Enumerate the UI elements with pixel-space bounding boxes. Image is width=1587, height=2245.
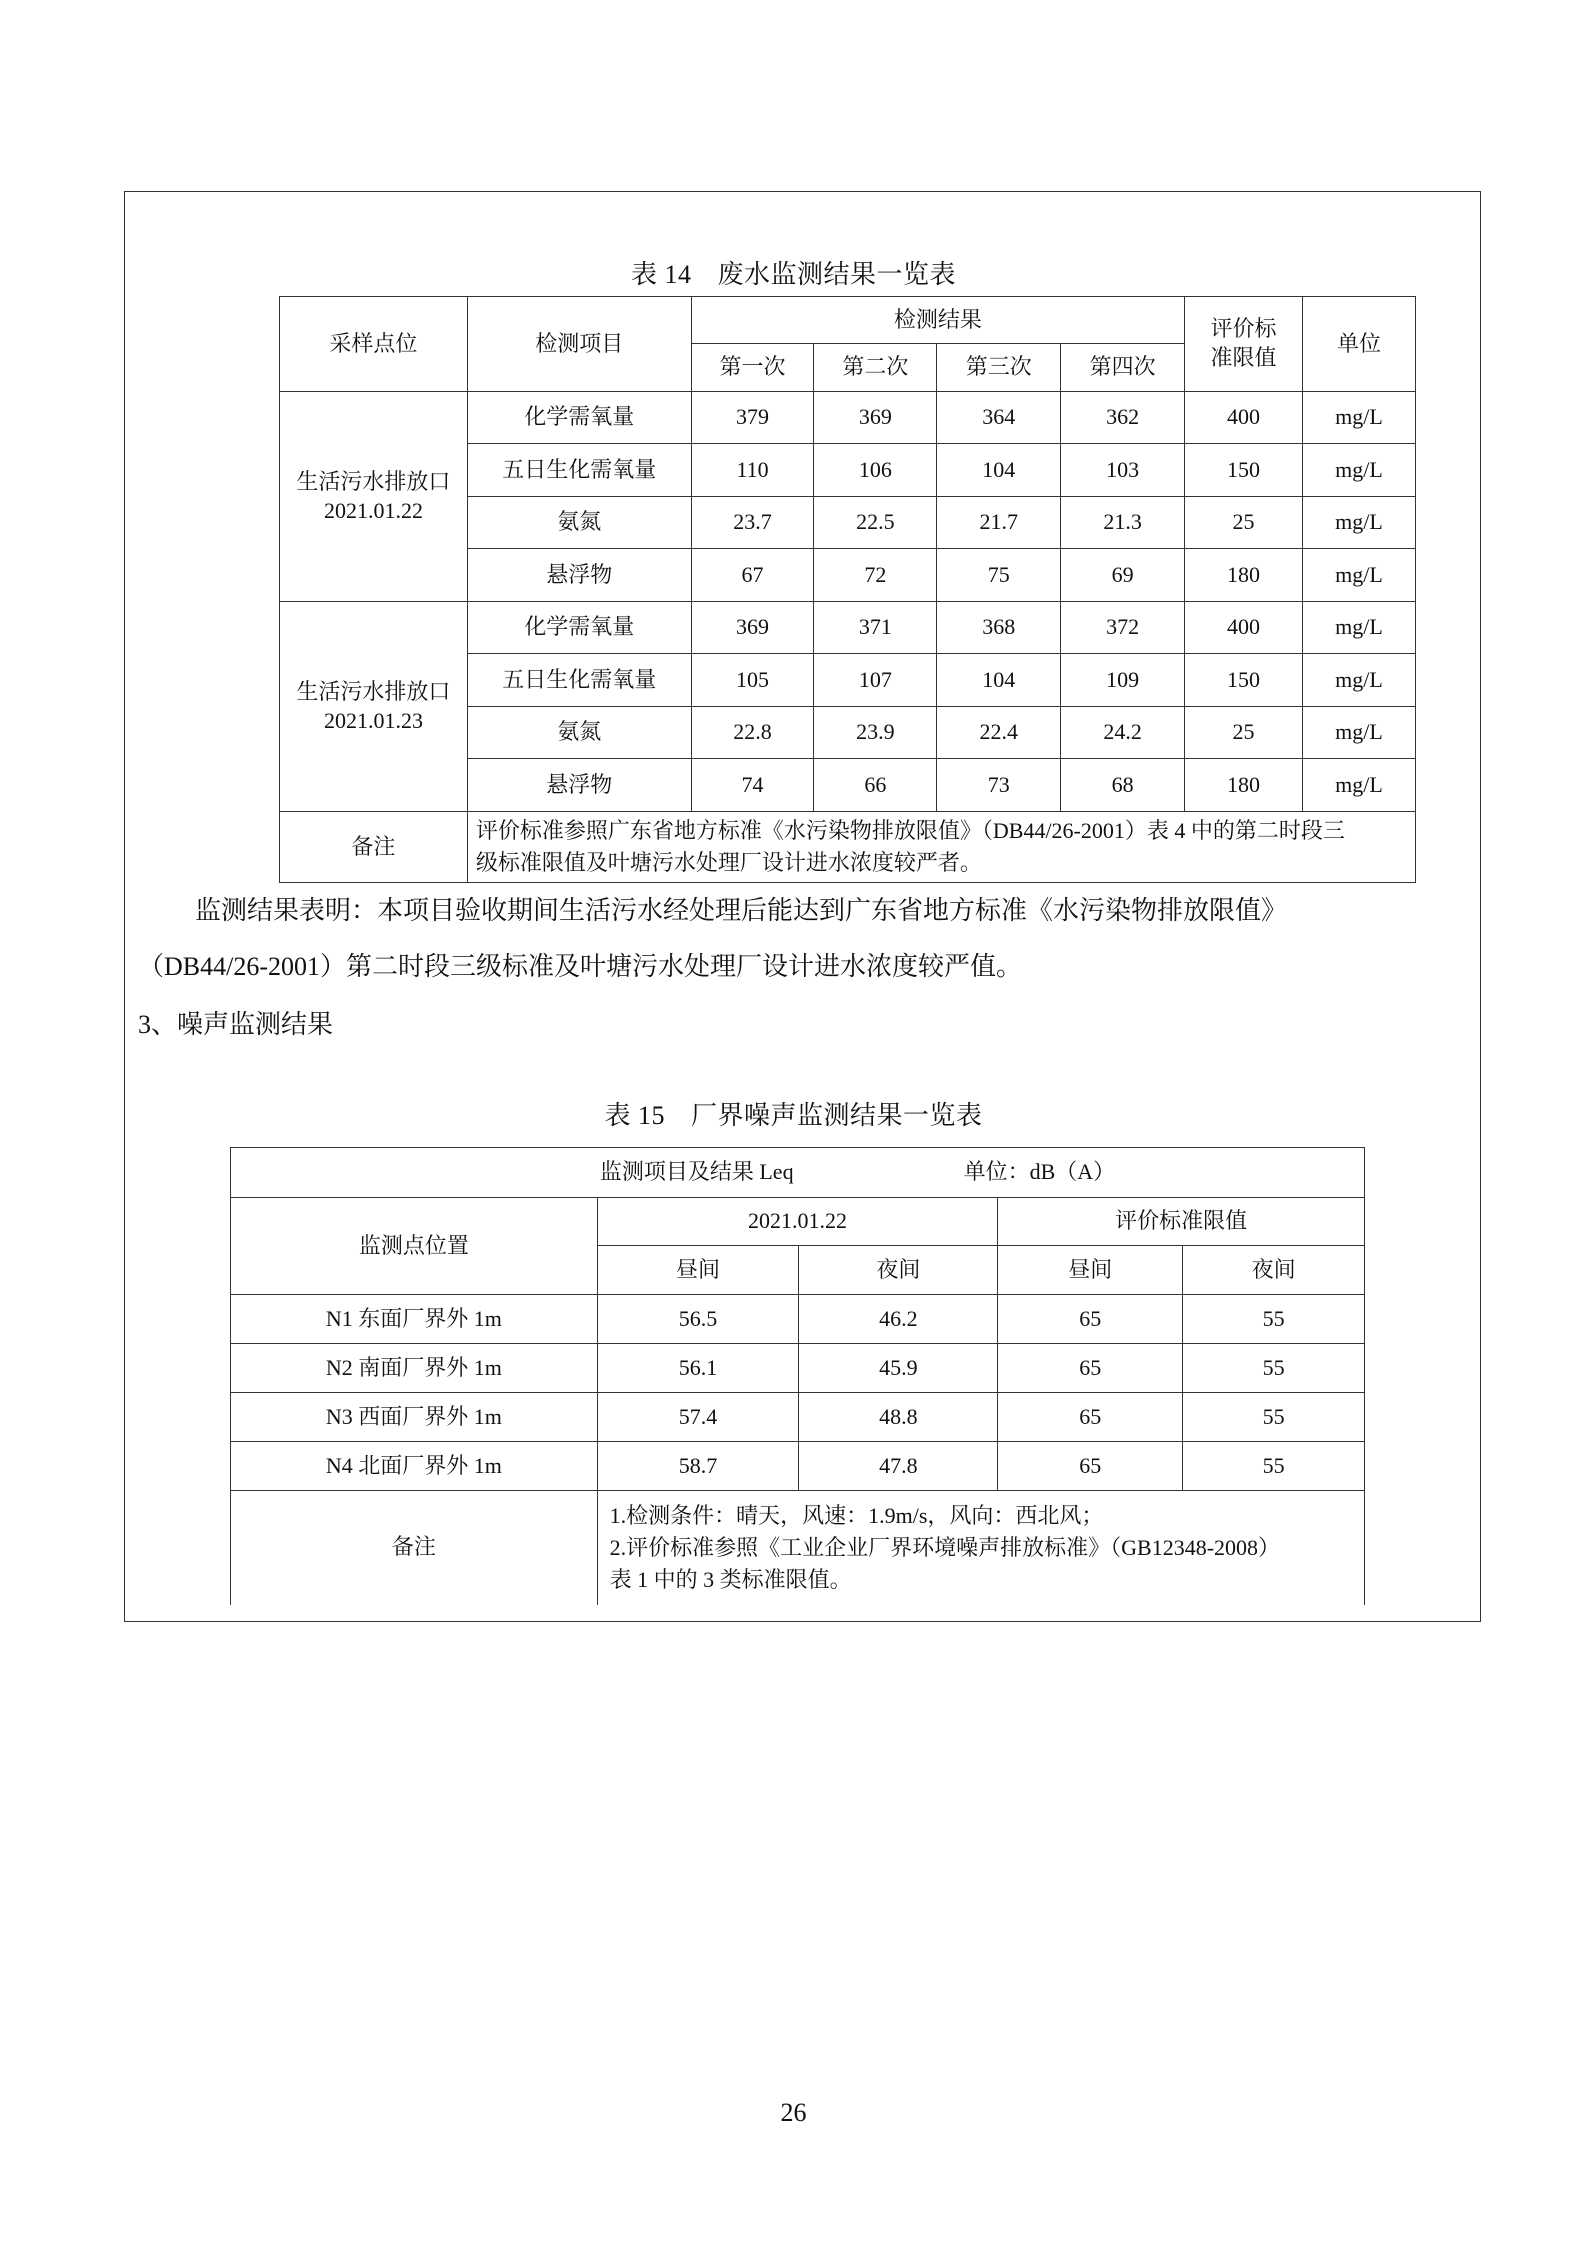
header-first: 第一次 (691, 344, 814, 392)
header-night: 夜间 (799, 1246, 998, 1295)
night-value: 45.9 (799, 1344, 998, 1393)
value-cell: 107 (814, 654, 937, 707)
std-day-value: 65 (998, 1442, 1183, 1491)
item-cell: 化学需氧量 (467, 392, 691, 444)
item-cell: 化学需氧量 (467, 602, 691, 654)
item-cell: 悬浮物 (467, 549, 691, 602)
header-date: 2021.01.22 (597, 1198, 998, 1246)
header-standard: 评价标准限值 (998, 1198, 1365, 1246)
note-line: 表 1 中的 3 类标准限值。 (609, 1566, 852, 1592)
note-label: 备注 (280, 812, 468, 883)
item-cell: 氨氮 (467, 707, 691, 759)
header-std-day: 昼间 (998, 1246, 1183, 1295)
table15-caption-title: 厂界噪声监测结果一览表 (691, 1101, 983, 1130)
item-cell: 五日生化需氧量 (467, 654, 691, 707)
value-cell: 104 (937, 444, 1061, 497)
value-cell: 21.3 (1061, 497, 1185, 549)
limit-cell: 180 (1185, 549, 1303, 602)
location-cell (280, 392, 468, 602)
note-line: 1.检测条件：晴天，风速：1.9m/s，风向：西北风； (609, 1502, 1104, 1528)
item-cell: 五日生化需氧量 (467, 444, 691, 497)
std-night-value: 55 (1183, 1442, 1365, 1491)
table14-caption (0, 254, 1587, 291)
value-cell: 372 (1061, 602, 1185, 654)
table-row (231, 1491, 1365, 1605)
note-line: 评价标准参照广东省地方标准《水污染物排放限值》（DB44/26-2001）表 4 中的第二时段三 (475, 818, 1345, 844)
table-row (280, 812, 1416, 883)
section-heading: 3、噪声监测结果 (138, 1010, 334, 1039)
table14-caption-number: 表 14 (630, 260, 692, 289)
value-cell: 371 (814, 602, 937, 654)
header-results: 检测结果 (691, 297, 1185, 344)
table-row (231, 1442, 1365, 1491)
limit-cell: 180 (1185, 759, 1303, 812)
value-cell: 369 (691, 602, 814, 654)
table15-top-row (231, 1148, 1365, 1198)
header-location: 采样点位 (280, 297, 468, 392)
location-name: 生活污水排放口 (296, 468, 451, 494)
value-cell: 110 (691, 444, 814, 497)
table-row (231, 1295, 1365, 1344)
location-cell: N4 北面厂界外 1m (231, 1442, 598, 1491)
value-cell: 24.2 (1061, 707, 1185, 759)
header-third: 第三次 (937, 344, 1061, 392)
value-cell: 21.7 (937, 497, 1061, 549)
value-cell: 23.7 (691, 497, 814, 549)
std-night-value: 55 (1183, 1393, 1365, 1442)
value-cell: 22.5 (814, 497, 937, 549)
value-cell: 364 (937, 392, 1061, 444)
conclusion-line-1: 监测结果表明：本项目验收期间生活污水经处理后能达到广东省地方标准《水污染物排放限值》 (195, 896, 1288, 925)
note-text (597, 1491, 1364, 1605)
table15-caption (0, 1095, 1587, 1132)
note-line: 2.评价标准参照《工业企业厂界环境噪声排放标准》（GB12348-2008） (609, 1534, 1281, 1560)
unit-cell: mg/L (1303, 759, 1416, 812)
table-row (231, 1344, 1365, 1393)
page-number: 26 (780, 2098, 807, 2127)
value-cell: 74 (691, 759, 814, 812)
header-location: 监测点位置 (231, 1198, 598, 1295)
value-cell: 66 (814, 759, 937, 812)
value-cell: 22.4 (937, 707, 1061, 759)
note-text (467, 812, 1415, 883)
limit-cell: 150 (1185, 444, 1303, 497)
night-value: 46.2 (799, 1295, 998, 1344)
header-day: 昼间 (597, 1246, 799, 1295)
limit-cell: 400 (1185, 392, 1303, 444)
day-value: 57.4 (597, 1393, 799, 1442)
day-value: 56.5 (597, 1295, 799, 1344)
note-line: 级标准限值及叶塘污水处理厂设计进水浓度较严者。 (475, 850, 982, 875)
header-std-night: 夜间 (1183, 1246, 1365, 1295)
location-name: 生活污水排放口 (296, 678, 451, 704)
item-cell: 悬浮物 (467, 759, 691, 812)
value-cell: 72 (814, 549, 937, 602)
value-cell: 106 (814, 444, 937, 497)
conclusion-line-2: （DB44/26-2001）第二时段三级标准及叶塘污水处理厂设计进水浓度较严值。 (138, 952, 1023, 981)
limit-cell: 25 (1185, 707, 1303, 759)
std-night-value: 55 (1183, 1295, 1365, 1344)
table15-caption-number: 表 15 (604, 1101, 665, 1130)
value-cell: 67 (691, 549, 814, 602)
value-cell: 368 (937, 602, 1061, 654)
location-cell: N3 西面厂界外 1m (231, 1393, 598, 1442)
value-cell: 68 (1061, 759, 1185, 812)
night-value: 47.8 (799, 1442, 998, 1491)
unit-cell: mg/L (1303, 444, 1416, 497)
value-cell: 75 (937, 549, 1061, 602)
table-row (280, 602, 1416, 654)
value-cell: 104 (937, 654, 1061, 707)
header-unit: 单位 (1303, 297, 1416, 392)
header-standard: 评价标准限值 (1185, 297, 1303, 392)
std-day-value: 65 (998, 1295, 1183, 1344)
location-cell: N2 南面厂界外 1m (231, 1344, 598, 1393)
value-cell: 69 (1061, 549, 1185, 602)
unit-cell: mg/L (1303, 707, 1416, 759)
value-cell: 109 (1061, 654, 1185, 707)
std-day-value: 65 (998, 1393, 1183, 1442)
noise-results-table (230, 1147, 1365, 1605)
day-value: 58.7 (597, 1442, 799, 1491)
item-cell: 氨氮 (467, 497, 691, 549)
day-value: 56.1 (597, 1344, 799, 1393)
unit-cell: mg/L (1303, 497, 1416, 549)
header-fourth: 第四次 (1061, 344, 1185, 392)
header-second: 第二次 (814, 344, 937, 392)
location-cell: N1 东面厂界外 1m (231, 1295, 598, 1344)
value-cell: 362 (1061, 392, 1185, 444)
top-unit: 单位：dB（A） (963, 1159, 1116, 1185)
table-row (280, 392, 1416, 444)
table14-caption-title: 废水监测结果一览表 (717, 260, 957, 289)
location-cell (280, 602, 468, 812)
std-night-value: 55 (1183, 1344, 1365, 1393)
limit-cell: 400 (1185, 602, 1303, 654)
value-cell: 73 (937, 759, 1061, 812)
value-cell: 105 (691, 654, 814, 707)
unit-cell: mg/L (1303, 602, 1416, 654)
value-cell: 22.8 (691, 707, 814, 759)
limit-cell: 25 (1185, 497, 1303, 549)
value-cell: 103 (1061, 444, 1185, 497)
location-date: 2021.01.22 (323, 497, 423, 523)
top-label: 监测项目及结果 Leq (599, 1159, 794, 1185)
table-row (231, 1393, 1365, 1442)
night-value: 48.8 (799, 1393, 998, 1442)
location-date: 2021.01.23 (323, 707, 423, 733)
header-item: 检测项目 (467, 297, 691, 392)
unit-cell: mg/L (1303, 392, 1416, 444)
value-cell: 369 (814, 392, 937, 444)
unit-cell: mg/L (1303, 549, 1416, 602)
wastewater-results-table (279, 296, 1416, 883)
limit-cell: 150 (1185, 654, 1303, 707)
std-day-value: 65 (998, 1344, 1183, 1393)
note-label: 备注 (231, 1491, 598, 1605)
value-cell: 379 (691, 392, 814, 444)
unit-cell: mg/L (1303, 654, 1416, 707)
value-cell: 23.9 (814, 707, 937, 759)
